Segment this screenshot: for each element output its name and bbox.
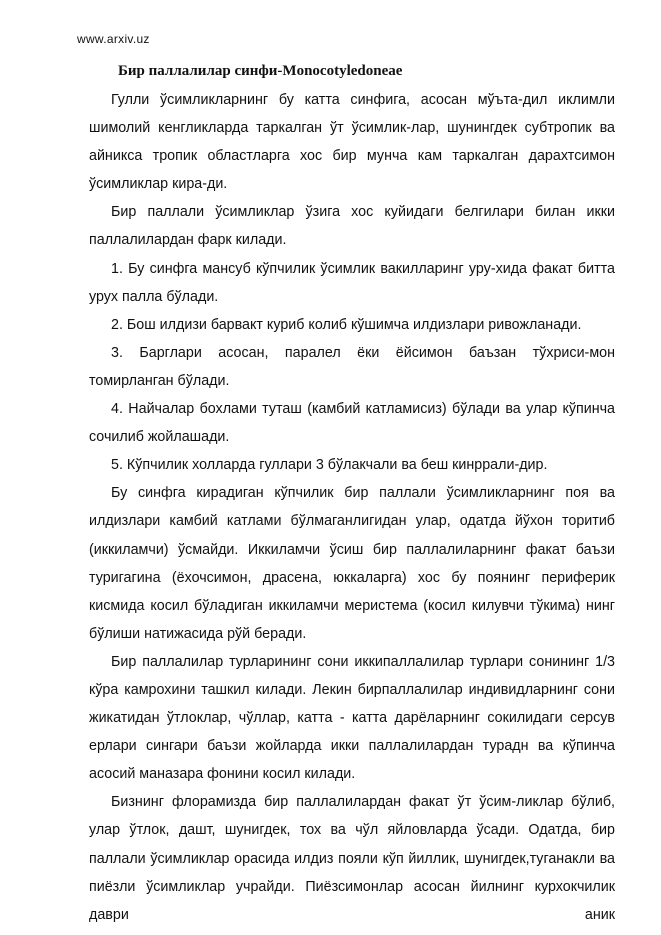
paragraph-intro: Гулли ўсимликларнинг бу катта синфига, асосан мўъта-дил иклимли шимолий кенгликларда таркалган ўт ўсимлик-лар, шунингдек субтропик ва айникса тропик областларга хос бир мунча кам таркалган дарахтсимон ўсимликлар кира-ди. (89, 92, 615, 193)
paragraph-features-intro: Бир паллали ўсимликлар ўзига хос куйидаги белгилари билан икки паллалилардан фарк килади. (89, 204, 615, 249)
paragraph-species-count: Бир паллалилар турларининг сони иккипаллалилар турлари сонининг 1/3 кўра камрохини ташкил килади. Лекин бирпаллалилар индивидларнинг сони жикатидан ўтлоклар, чўллар, катта - катта дарёларнинг сокилидаги серсув ерлари сингари баъзи жойларда икки паллалилардан турадн ва кўпинча асосий маназара фонини косил килади. (89, 653, 615, 783)
feature-item-3: 3. Барглари асосан, паралел ёки ёйсимон баъзан тўхриси-мон томирланган бўлади. (89, 344, 615, 389)
document-body (89, 86, 615, 929)
feature-item-4: 4. Найчалар бохлами туташ (камбий катламисиз) бўлади ва улар кўпинча сочилиб жойлашади. (89, 401, 615, 446)
feature-item-1: 1. Бу синфга мансуб кўпчилик ўсимлик вакилларинг уру-хида факат битта урух палла бўлади. (89, 260, 615, 305)
paragraph-growth: Бу синфга кирадиган кўпчилик бир паллали ўсимликларнинг поя ва илдизлари камбий катлами бўлмаганлигидан улар, одатда йўхон торитиб (иккиламчи) ўсмайди. Иккиламчи ўсиш бир паллалиларнинг факат баъзи туригагина (ёхочсимон, драсена, юккаларга) хос бу поянинг периферик кисмида косил бўладиган иккиламчи меристема (косил килувчи тўкима) нинг бўлиши натижасида рўй беради. (89, 485, 615, 642)
paragraph-flora: Бизнинг флорамизда бир паллалилардан факат ўт ўсим-ликлар бўлиб, улар ўтлок, дашт, шунигдек, тох ва чўл яйловларда ўсади. Одатда, бир паллали ўсимликлар орасида илдиз пояли кўп йиллик, шунигдек,туганакли ва пиёзли ўсимликлар учрайди. Пиёзсимонлар асосан йилнинг курхокчилик даври аник (89, 794, 615, 923)
site-header: www.arxiv.uz (77, 32, 150, 46)
document-title: Бир паллалилар синфи-Monocotyledoneae (118, 63, 403, 79)
feature-item-5: 5. Кўпчилик холларда гуллари 3 бўлакчали ва беш кинррали-дир. (111, 457, 548, 474)
feature-item-2: 2. Бош илдизи барвакт куриб колиб кўшимча илдизлари ривожланади. (111, 316, 582, 333)
